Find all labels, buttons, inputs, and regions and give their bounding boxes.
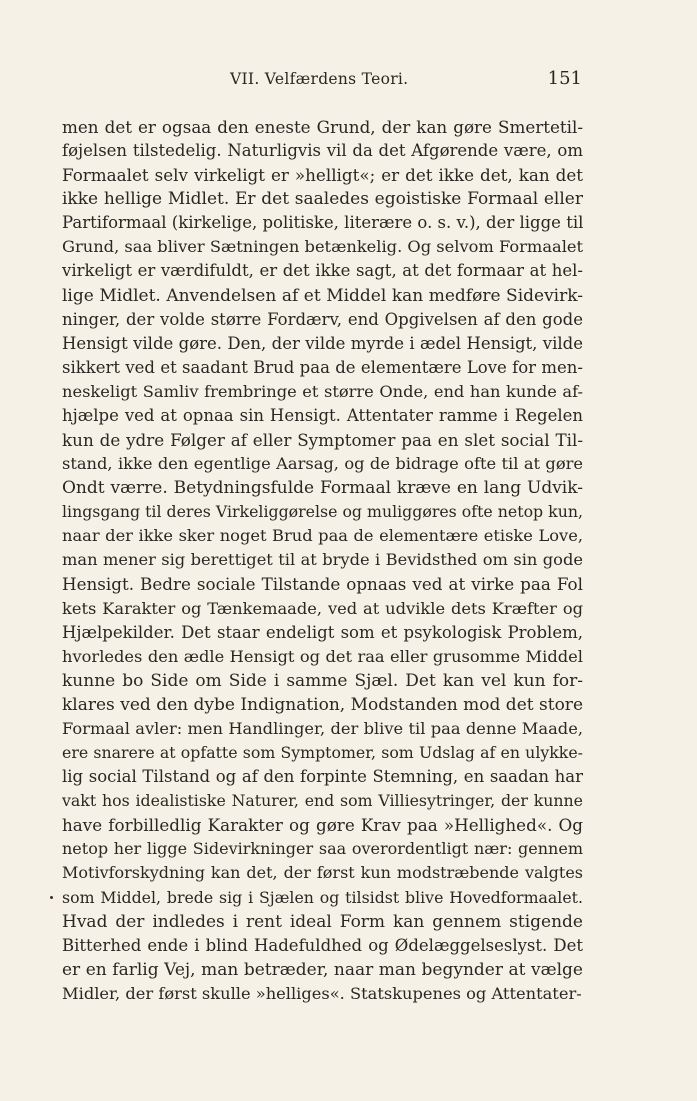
text-line: lingsgang til deres Virkeliggørelse og muliggøres ofte netop kun, [62,502,583,522]
page-header [62,70,582,94]
text-line: Hjælpekilder. Det staar endeligt som et psykologisk Problem, [62,622,583,642]
text-line: hjælpe ved at opnaa sin Hensigt. Attentater ramme i Regelen [62,405,583,425]
margin-mark [50,896,53,899]
text-line: lige Midlet. Anvendelsen af et Middel kan medføre Sidevirk- [62,285,583,306]
text-line: Grund, saa bliver Sætningen betænkelig. Og selvom Formaalet [62,237,584,257]
text-line: naar der ikke sker noget Brud paa de elementære etiske Love, [62,526,583,546]
text-line: man mener sig berettiget til at bryde i Bevidsthed om sin gode [62,550,583,570]
text-line: Formaalet selv virkeligt er »helligt«; er det ikke det, kan det [62,165,583,186]
body-text [62,115,583,1006]
text-line: ninger, der volde større Fordærv, end Opgivelsen af den gode [62,309,583,329]
text-line: ikke hellige Midlet. Er det saaledes egoistiske Formaal eller [62,189,583,210]
text-line: Partiformaal (kirkelige, politiske, literære o. s. v.), der ligge til [62,213,584,233]
text-line: virkeligt er værdifuldt, er det ikke sagt, at det formaar at hel- [62,261,583,281]
text-line: have forbilledlig Karakter og gøre Krav paa »Hellighed«. Og [62,815,583,836]
text-line: Motivforskydning kan det, der først kun modstræbende valgtes [62,863,583,883]
text-line: føjelsen tilstedelig. Naturligvis vil da det Afgørende være, om [62,141,583,161]
text-line: Hensigt. Bedre sociale Tilstande opnaas ved at virke paa Fol [62,574,583,595]
text-line: Ondt værre. Betydningsfulde Formaal kræve en lang Udvik- [62,478,583,499]
text-line: som Middel, brede sig i Sjælen og tilsidst blive Hovedformaalet. [62,887,583,907]
text-line: kun de ydre Følger af eller Symptomer paa en slet social Til- [62,430,583,451]
text-line: vakt hos idealistiske Naturer, end som Villiesytringer, der kunne [62,791,583,811]
text-line: Hvad der indledes i rent ideal Form kan gennem stigende [62,911,583,932]
text-line: men det er ogsaa den eneste Grund, der kan gøre Smertetil- [62,117,583,137]
text-line: ere snarere at opfatte som Symptomer, som Udslag af en ulykke- [62,743,583,763]
text-line: sikkert ved et saadant Brud paa de elementære Love for men- [62,357,583,377]
text-line: netop her ligge Sidevirkninger saa overordentligt nær: gennem [62,839,583,859]
text-line: kunne bo Side om Side i samme Sjæl. Det kan vel kun for- [62,670,583,691]
running-head: VII. Velfærdens Teori. [230,70,409,88]
page-number: 151 [547,68,582,89]
text-line: Formaal avler: men Handlinger, der blive til paa denne Maade, [62,718,583,738]
text-line: kets Karakter og Tænkemaade, ved at udvikle dets Kræfter og [62,598,583,618]
text-line: neskeligt Samliv frembringe et større Onde, end han kunde af- [62,381,583,401]
text-line: stand, ikke den egentlige Aarsag, og de bidrage ofte til at gøre [62,454,583,474]
text-line: Hensigt vilde gøre. Den, der vilde myrde i ædel Hensigt, vilde [62,333,583,353]
text-line: Bitterhed ende i blind Hadefuldhed og Ødelæggelseslyst. Det [62,935,583,955]
text-line: hvorledes den ædle Hensigt og det raa eller grusomme Middel [62,646,583,666]
text-line: er en farlig Vej, man betræder, naar man begynder at vælge [62,959,583,980]
text-line: Midler, der først skulle »helliges«. Statskupenes og Attentater- [62,983,582,1003]
text-line: klares ved den dybe Indignation, Modstanden mod det store [62,694,583,715]
text-line: lig social Tilstand og af den forpinte Stemning, en saadan har [62,767,583,787]
